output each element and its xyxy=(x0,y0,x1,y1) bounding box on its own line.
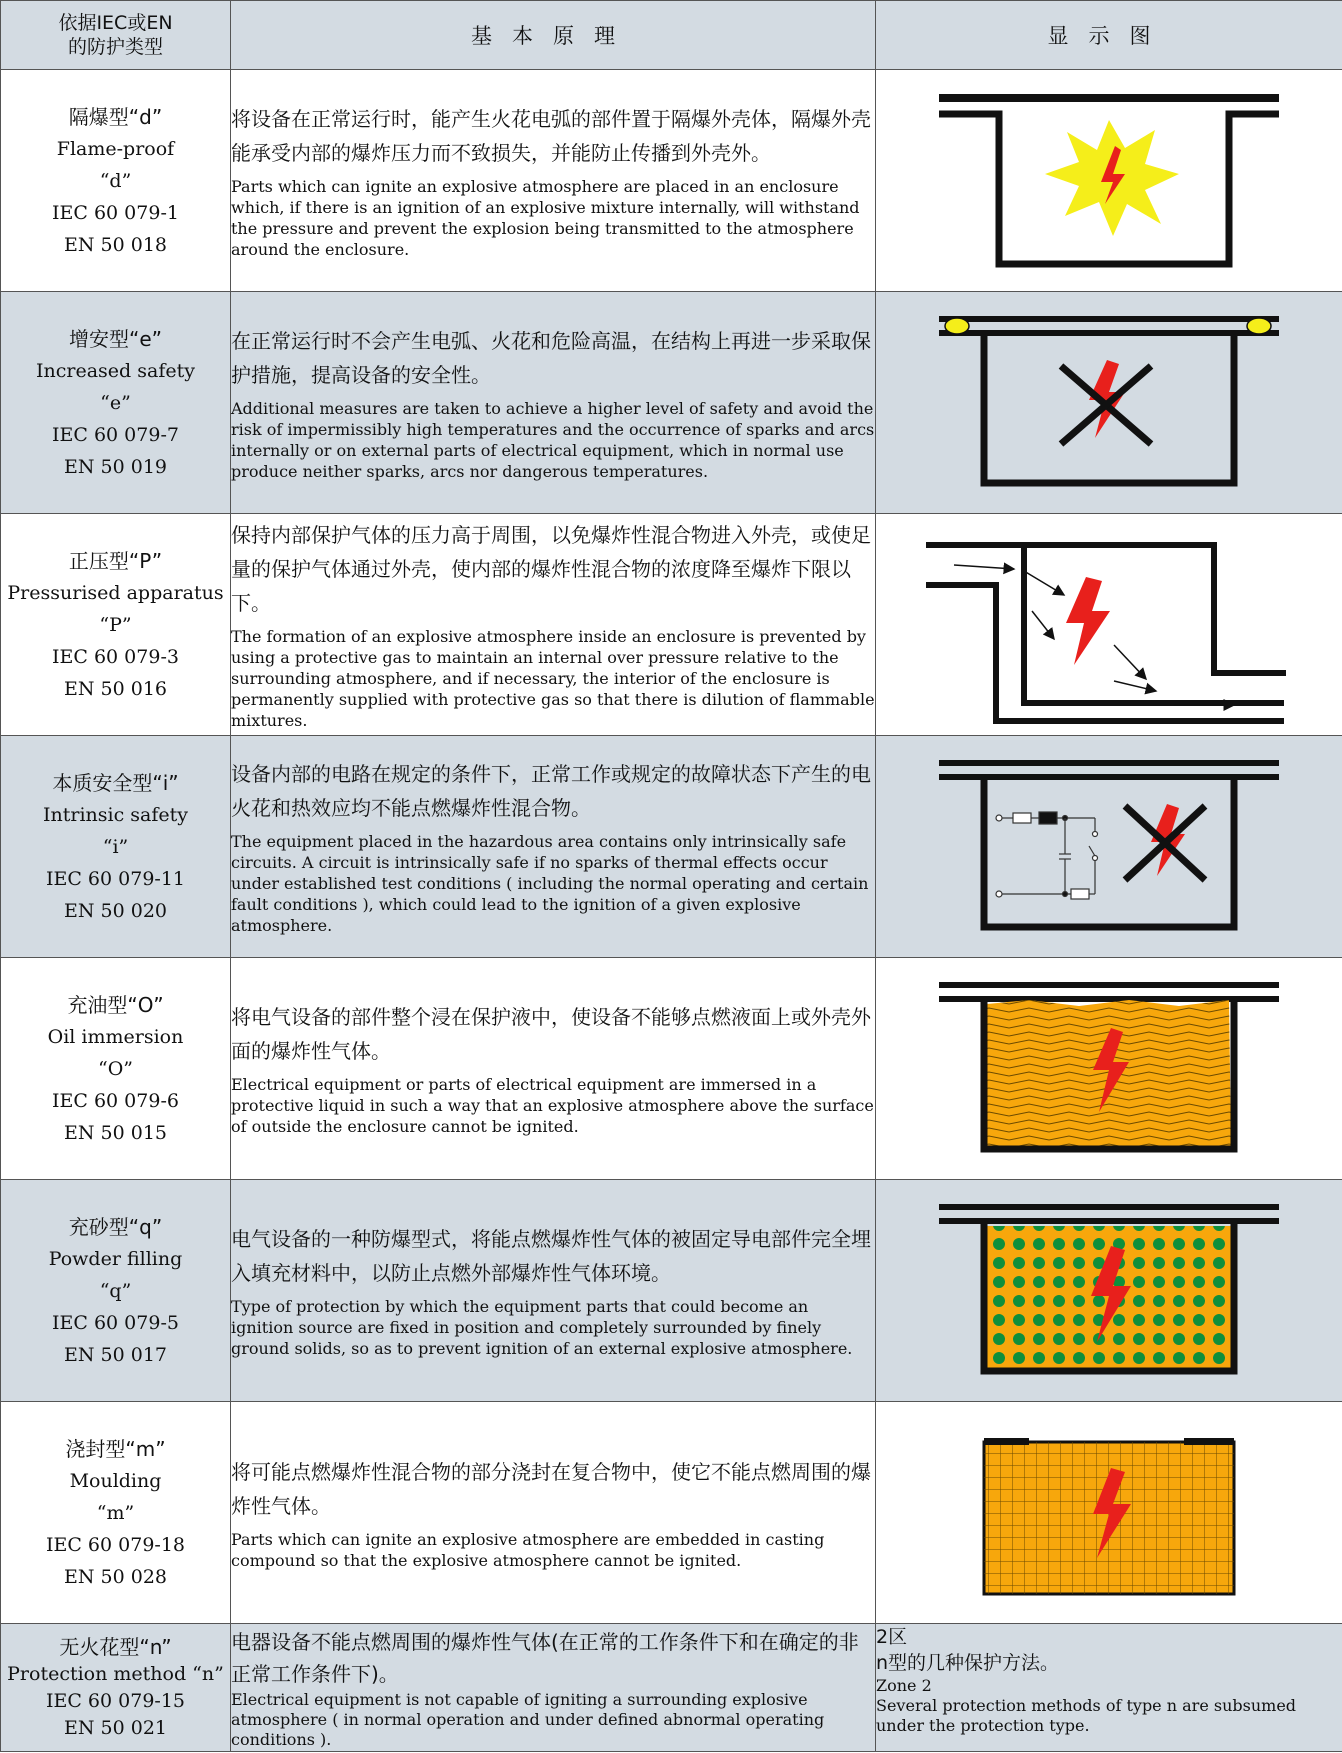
iec-standard: IEC 60 079-5 xyxy=(52,1311,179,1334)
type-en: Oil immersion xyxy=(47,1025,184,1048)
table-row xyxy=(1,1180,1342,1402)
principle-zh: 将可能点燃爆炸性混合物的部分浇封在复合物中，使它不能点燃周围的爆炸性气体。 xyxy=(231,1459,871,1518)
type-cell xyxy=(1,514,231,736)
type-cell xyxy=(1,958,231,1180)
principle-en: Parts which can ignite an explosive atmosphere are embedded in casting compound so that the explosive atmosphere cannot be ignited. xyxy=(231,1529,825,1570)
principle-cell xyxy=(231,1624,876,1752)
gas-flow-arrow xyxy=(954,565,1014,569)
header-diagram: 显示图 xyxy=(876,1,1342,70)
seal-icon xyxy=(945,318,969,334)
en-standard: EN 50 018 xyxy=(63,233,167,256)
iec-standard: IEC 60 079-11 xyxy=(45,867,186,890)
en-standard: EN 50 019 xyxy=(63,455,167,478)
type-cell xyxy=(1,736,231,958)
zone-note-cell xyxy=(876,1624,1342,1752)
type-cn: 充砂型“q” xyxy=(68,1214,163,1239)
principle-en: Electrical equipment is not capable of igniting a surrounding explosive atmosphere ( in normal operation and under defined abnormal operating conditions ). xyxy=(231,1689,825,1749)
gas-flow-arrow xyxy=(1024,571,1064,595)
table-row xyxy=(1,1624,1342,1752)
principle-en: Type of protection by which the equipment parts that could become an ignition source are fixed in position and completely surrounded by finely ground solids, so as to prevent ignition of an external explosive atmosphere. xyxy=(231,1297,853,1358)
type-en: Moulding xyxy=(69,1469,162,1492)
en-standard: EN 50 015 xyxy=(63,1121,167,1144)
zone-en: Zone 2 xyxy=(876,1676,932,1695)
table-row xyxy=(1,70,1342,292)
en-standard: EN 50 021 xyxy=(63,1716,167,1739)
iec-standard: IEC 60 079-6 xyxy=(52,1089,179,1112)
iec-standard: IEC 60 079-7 xyxy=(52,423,179,446)
table-row xyxy=(1,514,1342,736)
diagram-cell xyxy=(876,1180,1342,1402)
header-type-line1: 依据IEC或EN xyxy=(58,12,173,34)
principle-en: Parts which can ignite an explosive atmosphere are placed in an enclosure which, if there is an ignition of an explosive mixture internally, will withstand the pressure and prevent the explosion being transmitted to the atmosphere around the enclosure. xyxy=(231,176,860,259)
principle-zh: 保持内部保护气体的压力高于周围，以免爆炸性混合物进入外壳，或使足量的保护气体通过外壳，使内部的爆炸性混合物的浓度降至爆炸下限以下。 xyxy=(231,523,871,615)
zone-zh-desc: n型的几种保护方法。 xyxy=(876,1652,1060,1674)
type-cn: 本质安全型“i” xyxy=(52,770,179,795)
zone-zh: 2区 xyxy=(876,1626,908,1648)
type-en: Powder filling xyxy=(48,1247,183,1270)
en-standard: EN 50 016 xyxy=(63,677,167,700)
intrinsic-safety-diagram xyxy=(929,752,1289,942)
type-code: “m” xyxy=(96,1501,135,1524)
type-cell xyxy=(1,70,231,292)
header-type-line2: 的防护类型 xyxy=(67,36,163,58)
principle-zh: 将设备在正常运行时，能产生火花电弧的部件置于隔爆外壳体，隔爆外壳能承受内部的爆炸压力而不致损失，并能防止传播到外壳外。 xyxy=(231,106,871,165)
powder-filling-diagram xyxy=(929,1196,1289,1386)
table-row xyxy=(1,958,1342,1180)
principle-cell xyxy=(231,70,876,292)
principle-en: Electrical equipment or parts of electrical equipment are immersed in a protective liquid in such a way that an explosive atmosphere above the surface of outside the enclosure cannot be ignited. xyxy=(231,1075,874,1136)
diagram-cell xyxy=(876,1402,1342,1624)
en-standard: EN 50 017 xyxy=(63,1343,167,1366)
table-row xyxy=(1,736,1342,958)
oil-immersion-diagram xyxy=(929,974,1289,1164)
principle-cell xyxy=(231,1180,876,1402)
type-cn: 浇封型“m” xyxy=(65,1436,166,1461)
table-row xyxy=(1,1402,1342,1624)
diagram-cell xyxy=(876,736,1342,958)
type-en: Intrinsic safety xyxy=(42,803,188,826)
principle-cell xyxy=(231,514,876,736)
type-cn: 充油型“O” xyxy=(67,992,164,1017)
en-standard: EN 50 028 xyxy=(63,1565,167,1588)
iec-standard: IEC 60 079-18 xyxy=(45,1533,186,1556)
table-row xyxy=(1,292,1342,514)
diagram-cell xyxy=(876,292,1342,514)
type-code: “P” xyxy=(99,613,132,636)
principle-zh: 设备内部的电路在规定的条件下，正常工作或规定的故障状态下产生的电火花和热效应均不能点燃爆炸性混合物。 xyxy=(231,762,871,820)
iec-standard: IEC 60 079-3 xyxy=(52,645,179,668)
diagram-cell xyxy=(876,70,1342,292)
header-type xyxy=(1,1,231,70)
principle-en: The equipment placed in the hazardous area contains only intrinsically safe circuits. A circuit is intrinsically safe if no sparks of thermal effects occur under established test conditions ( including the normal operating and certain fault conditions ), which could lead to the ignition of a given explosive atmosphere. xyxy=(231,832,869,935)
principle-zh: 将电气设备的部件整个浸在保护液中，使设备不能够点燃液面上或外壳外面的爆炸性气体。 xyxy=(231,1005,871,1063)
circuit-icon xyxy=(996,812,1098,899)
principle-zh: 电器设备不能点燃周围的爆炸性气体(在正常的工作条件下和在确定的非正常工作条件下)。 xyxy=(231,1629,859,1686)
principle-zh: 在正常运行时不会产生电弧、火花和危险高温，在结构上再进一步采取保护措施，提高设备的安全性。 xyxy=(231,328,871,387)
gas-flow-arrow xyxy=(1114,645,1146,679)
type-cn: 正压型“P” xyxy=(68,548,163,573)
principle-en: Additional measures are taken to achieve a higher level of safety and avoid the risk of impermissibly high temperatures and the occurrence of sparks and arcs internally or on external parts of electrical equipment, which in normal use produce neither sparks, arcs nor dangerous temperatures. xyxy=(231,398,875,481)
type-cn: 增安型“e” xyxy=(68,326,163,351)
diagram-cell xyxy=(876,514,1342,736)
type-code: “q” xyxy=(99,1279,132,1302)
type-en: Pressurised apparatus xyxy=(7,581,224,604)
type-cn: 隔爆型“d” xyxy=(68,104,163,129)
type-code: “i” xyxy=(102,835,129,858)
increased-safety-diagram xyxy=(929,308,1289,498)
principle-en: The formation of an explosive atmosphere inside an enclosure is prevented by using a protective gas to maintain an internal over pressure relative to the surrounding atmosphere, and if necessary, the interior of the enclosure is permanently supplied with protective gas so that there is dilution of flammable mixtures. xyxy=(231,627,875,730)
type-en: Flame-proof xyxy=(56,137,175,160)
type-cell xyxy=(1,1402,231,1624)
principle-cell xyxy=(231,292,876,514)
table-header xyxy=(1,1,1342,70)
type-code: “O” xyxy=(97,1057,133,1080)
type-cell xyxy=(1,1180,231,1402)
type-cell xyxy=(1,1624,231,1752)
flameproof-diagram xyxy=(929,86,1289,276)
principle-cell xyxy=(231,1402,876,1624)
diagram-cell xyxy=(876,958,1342,1180)
principle-cell xyxy=(231,736,876,958)
gas-flow-arrow xyxy=(1114,681,1156,691)
type-en: Protection method “n” xyxy=(7,1662,224,1685)
type-cell xyxy=(1,292,231,514)
iec-standard: IEC 60 079-1 xyxy=(52,201,179,224)
seal-icon xyxy=(1247,318,1271,334)
header-principle: 基本原理 xyxy=(231,1,876,70)
type-code: “e” xyxy=(100,391,131,414)
en-standard: EN 50 020 xyxy=(63,899,167,922)
lightning-icon xyxy=(1066,577,1110,665)
type-cn: 无火花型“n” xyxy=(59,1634,172,1659)
type-code: “d” xyxy=(99,169,132,192)
pressurised-diagram xyxy=(924,525,1294,725)
zone-en-desc: Several protection methods of type n are subsumed under the protection type. xyxy=(876,1696,1297,1735)
principle-cell xyxy=(231,958,876,1180)
iec-standard: IEC 60 079-15 xyxy=(45,1689,186,1712)
type-en: Increased safety xyxy=(36,359,195,382)
moulding-diagram xyxy=(929,1418,1289,1608)
gas-flow-arrow xyxy=(1032,611,1054,639)
principle-zh: 电气设备的一种防爆型式，将能点燃爆炸性气体的被固定导电部件完全埋入填充材料中，以防止点燃外部爆炸性气体环境。 xyxy=(231,1227,871,1285)
